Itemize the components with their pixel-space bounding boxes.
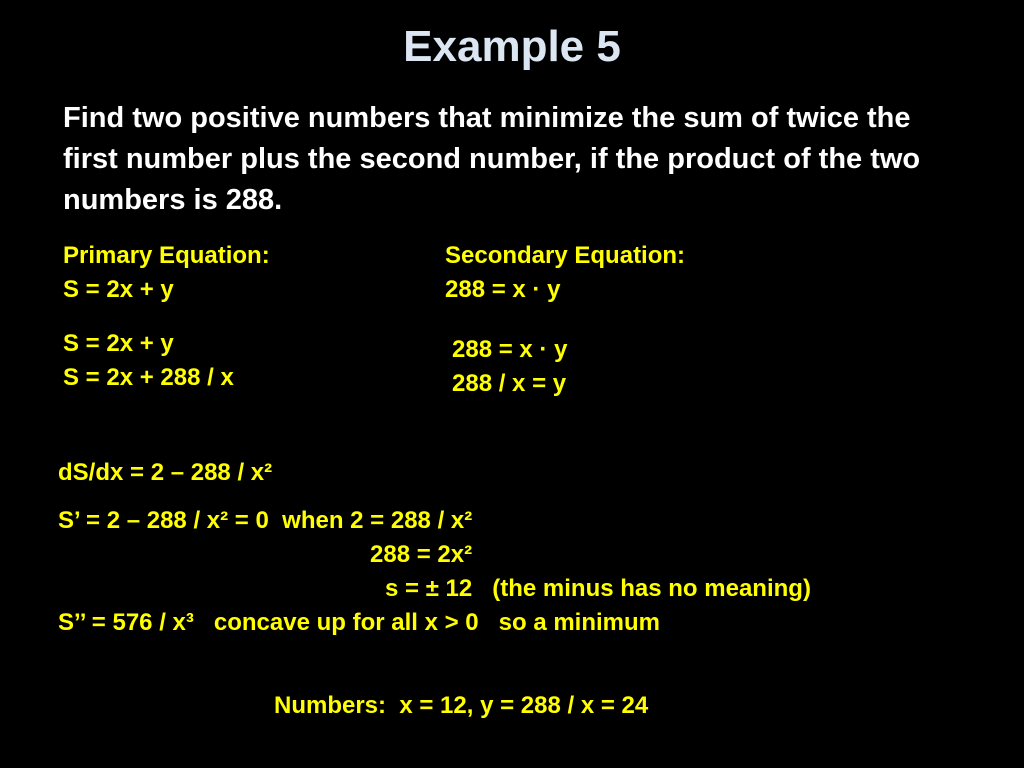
primary-equation-heading: Primary Equation: <box>63 242 270 269</box>
critical-point-line-2: 288 = 2x² <box>370 541 473 568</box>
primary-step-2: S = 2x + 288 / x <box>63 364 234 391</box>
secondary-step-1: 288 = x · y <box>452 336 568 363</box>
critical-point-line-3: s = ± 12 (the minus has no meaning) <box>385 575 811 602</box>
critical-point-line-1: S’ = 2 – 288 / x² = 0 when 2 = 288 / x² <box>58 507 473 534</box>
primary-step-1: S = 2x + y <box>63 330 174 357</box>
slide-title: Example 5 <box>403 22 621 71</box>
answer-line: Numbers: x = 12, y = 288 / x = 24 <box>274 692 649 719</box>
primary-equation: S = 2x + y <box>63 276 174 303</box>
derivative-line: dS/dx = 2 – 288 / x² <box>58 459 273 486</box>
secondary-equation-heading: Secondary Equation: <box>445 242 686 269</box>
problem-statement: Find two positive numbers that minimize the sum of twice the first number plus the second number, if the product of the two numbers is 288. <box>63 102 921 216</box>
second-derivative-line: S’’ = 576 / x³ concave up for all x > 0 so a minimum <box>58 609 661 636</box>
secondary-equation: 288 = x · y <box>445 276 561 303</box>
secondary-step-2: 288 / x = y <box>452 370 567 397</box>
